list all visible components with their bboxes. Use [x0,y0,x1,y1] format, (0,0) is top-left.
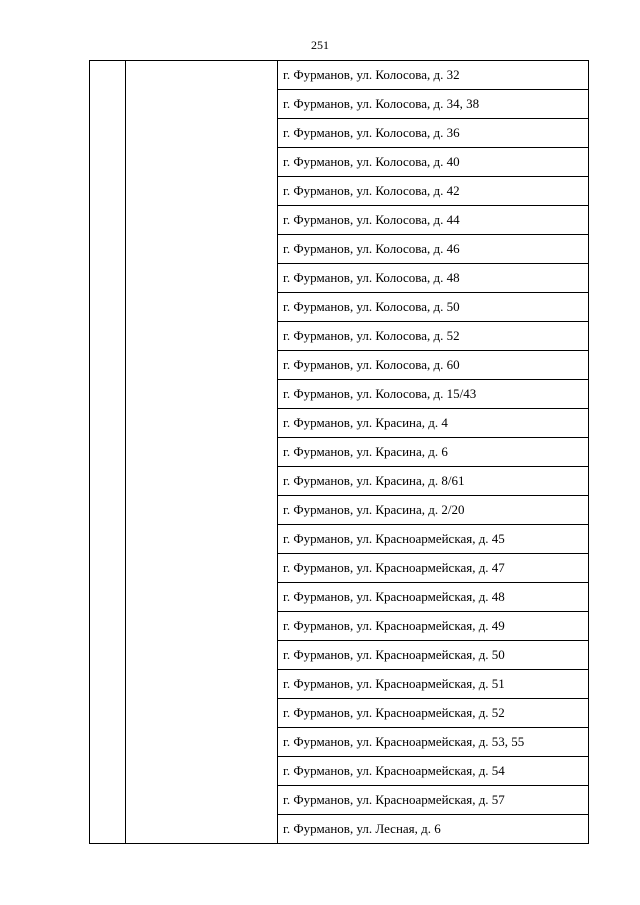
address-cell: г. Фурманов, ул. Колосова, д. 44 [278,206,589,235]
empty-cell-number [90,61,126,844]
address-cell: г. Фурманов, ул. Колосова, д. 36 [278,119,589,148]
address-cell: г. Фурманов, ул. Колосова, д. 42 [278,177,589,206]
address-cell: г. Фурманов, ул. Колосова, д. 52 [278,322,589,351]
address-cell: г. Фурманов, ул. Колосова, д. 48 [278,264,589,293]
page-number: 251 [311,38,329,52]
address-cell: г. Фурманов, ул. Колосова, д. 15/43 [278,380,589,409]
address-cell: г. Фурманов, ул. Красноармейская, д. 54 [278,757,589,786]
table-row [90,61,589,90]
address-cell: г. Фурманов, ул. Красноармейская, д. 50 [278,641,589,670]
address-cell: г. Фурманов, ул. Колосова, д. 60 [278,351,589,380]
address-cell: г. Фурманов, ул. Красина, д. 4 [278,409,589,438]
address-cell: г. Фурманов, ул. Красноармейская, д. 51 [278,670,589,699]
empty-cell-name [126,61,278,844]
address-cell: г. Фурманов, ул. Красноармейская, д. 45 [278,525,589,554]
address-cell: г. Фурманов, ул. Колосова, д. 40 [278,148,589,177]
address-cell: г. Фурманов, ул. Красноармейская, д. 57 [278,786,589,815]
address-cell: г. Фурманов, ул. Красноармейская, д. 48 [278,583,589,612]
address-cell: г. Фурманов, ул. Красноармейская, д. 52 [278,699,589,728]
address-table [89,60,589,844]
address-cell: г. Фурманов, ул. Красина, д. 8/61 [278,467,589,496]
address-cell: г. Фурманов, ул. Красноармейская, д. 49 [278,612,589,641]
address-cell: г. Фурманов, ул. Красина, д. 6 [278,438,589,467]
address-cell: г. Фурманов, ул. Колосова, д. 50 [278,293,589,322]
address-cell: г. Фурманов, ул. Колосова, д. 46 [278,235,589,264]
address-cell: г. Фурманов, ул. Лесная, д. 6 [278,815,589,844]
address-cell: г. Фурманов, ул. Красноармейская, д. 53, 55 [278,728,589,757]
address-cell: г. Фурманов, ул. Красноармейская, д. 47 [278,554,589,583]
address-cell: г. Фурманов, ул. Колосова, д. 34, 38 [278,90,589,119]
address-cell: г. Фурманов, ул. Колосова, д. 32 [278,61,589,90]
table-body [90,61,589,844]
address-cell: г. Фурманов, ул. Красина, д. 2/20 [278,496,589,525]
